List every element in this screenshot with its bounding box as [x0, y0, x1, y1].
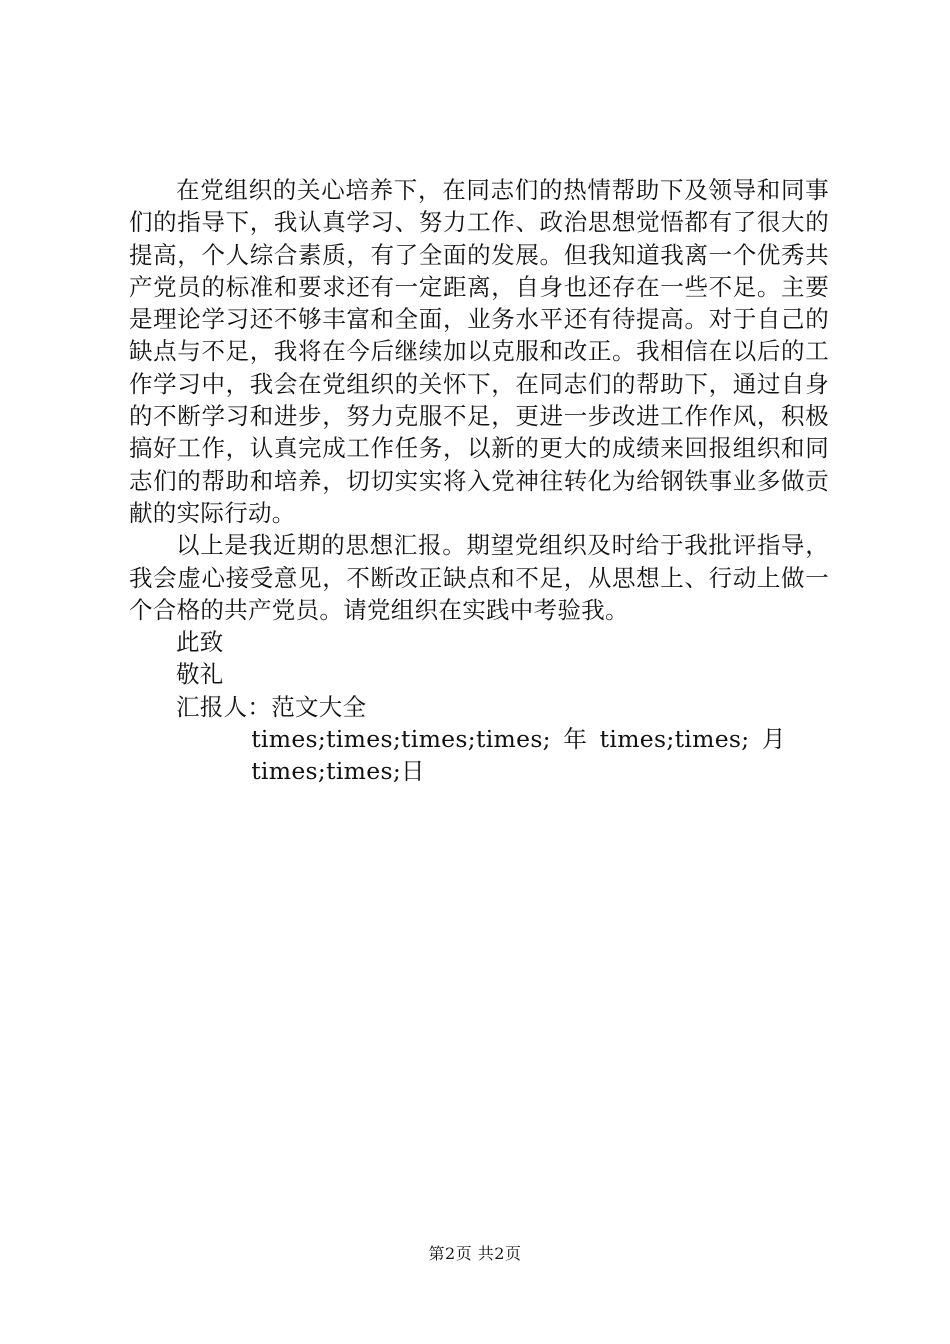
closing-regards: 敬礼 [176, 660, 224, 689]
date-line: times;times;times;times; 年 times;times; 月 times;times;日 [251, 725, 786, 786]
closing-salutation: 此致 [176, 628, 224, 657]
document-body [129, 174, 829, 788]
body-paragraph-1: 在党组织的关心培养下，在同志们的热情帮助下及领导和同事们的指导下，我认真学习、努力工作、政治思想觉悟都有了很大的提高，个人综合素质，有了全面的发展。但我知道我离一个优秀共产党员的标准和要求还有一定距离，自身也还存在一些不足。主要是理论学习还不够丰富和全面，业务水平还有待提高。对于自己的缺点与不足，我将在今后继续加以克服和改正。我相信在以后的工作学习中，我会在党组织的关怀下，在同志们的帮助下，通过自身的不断学习和进步，努力克服不足，更进一步改进工作作风，积极搞好工作，认真完成工作任务，以新的更大的成绩来回报组织和同志们的帮助和培养，切切实实将入党神往转化为给钢铁事业多做贡献的实际行动。 [129, 176, 829, 527]
reporter-signature: 汇报人：范文大全 [176, 692, 367, 721]
body-paragraph-2: 以上是我近期的思想汇报。期望党组织及时给于我批评指导，我会虚心接受意见，不断改正缺点和不足，从思想上、行动上做一个合格的共产党员。请党组织在实践中考验我。 [129, 531, 829, 624]
page-number-footer: 第2页 共2页 [428, 1244, 522, 1263]
